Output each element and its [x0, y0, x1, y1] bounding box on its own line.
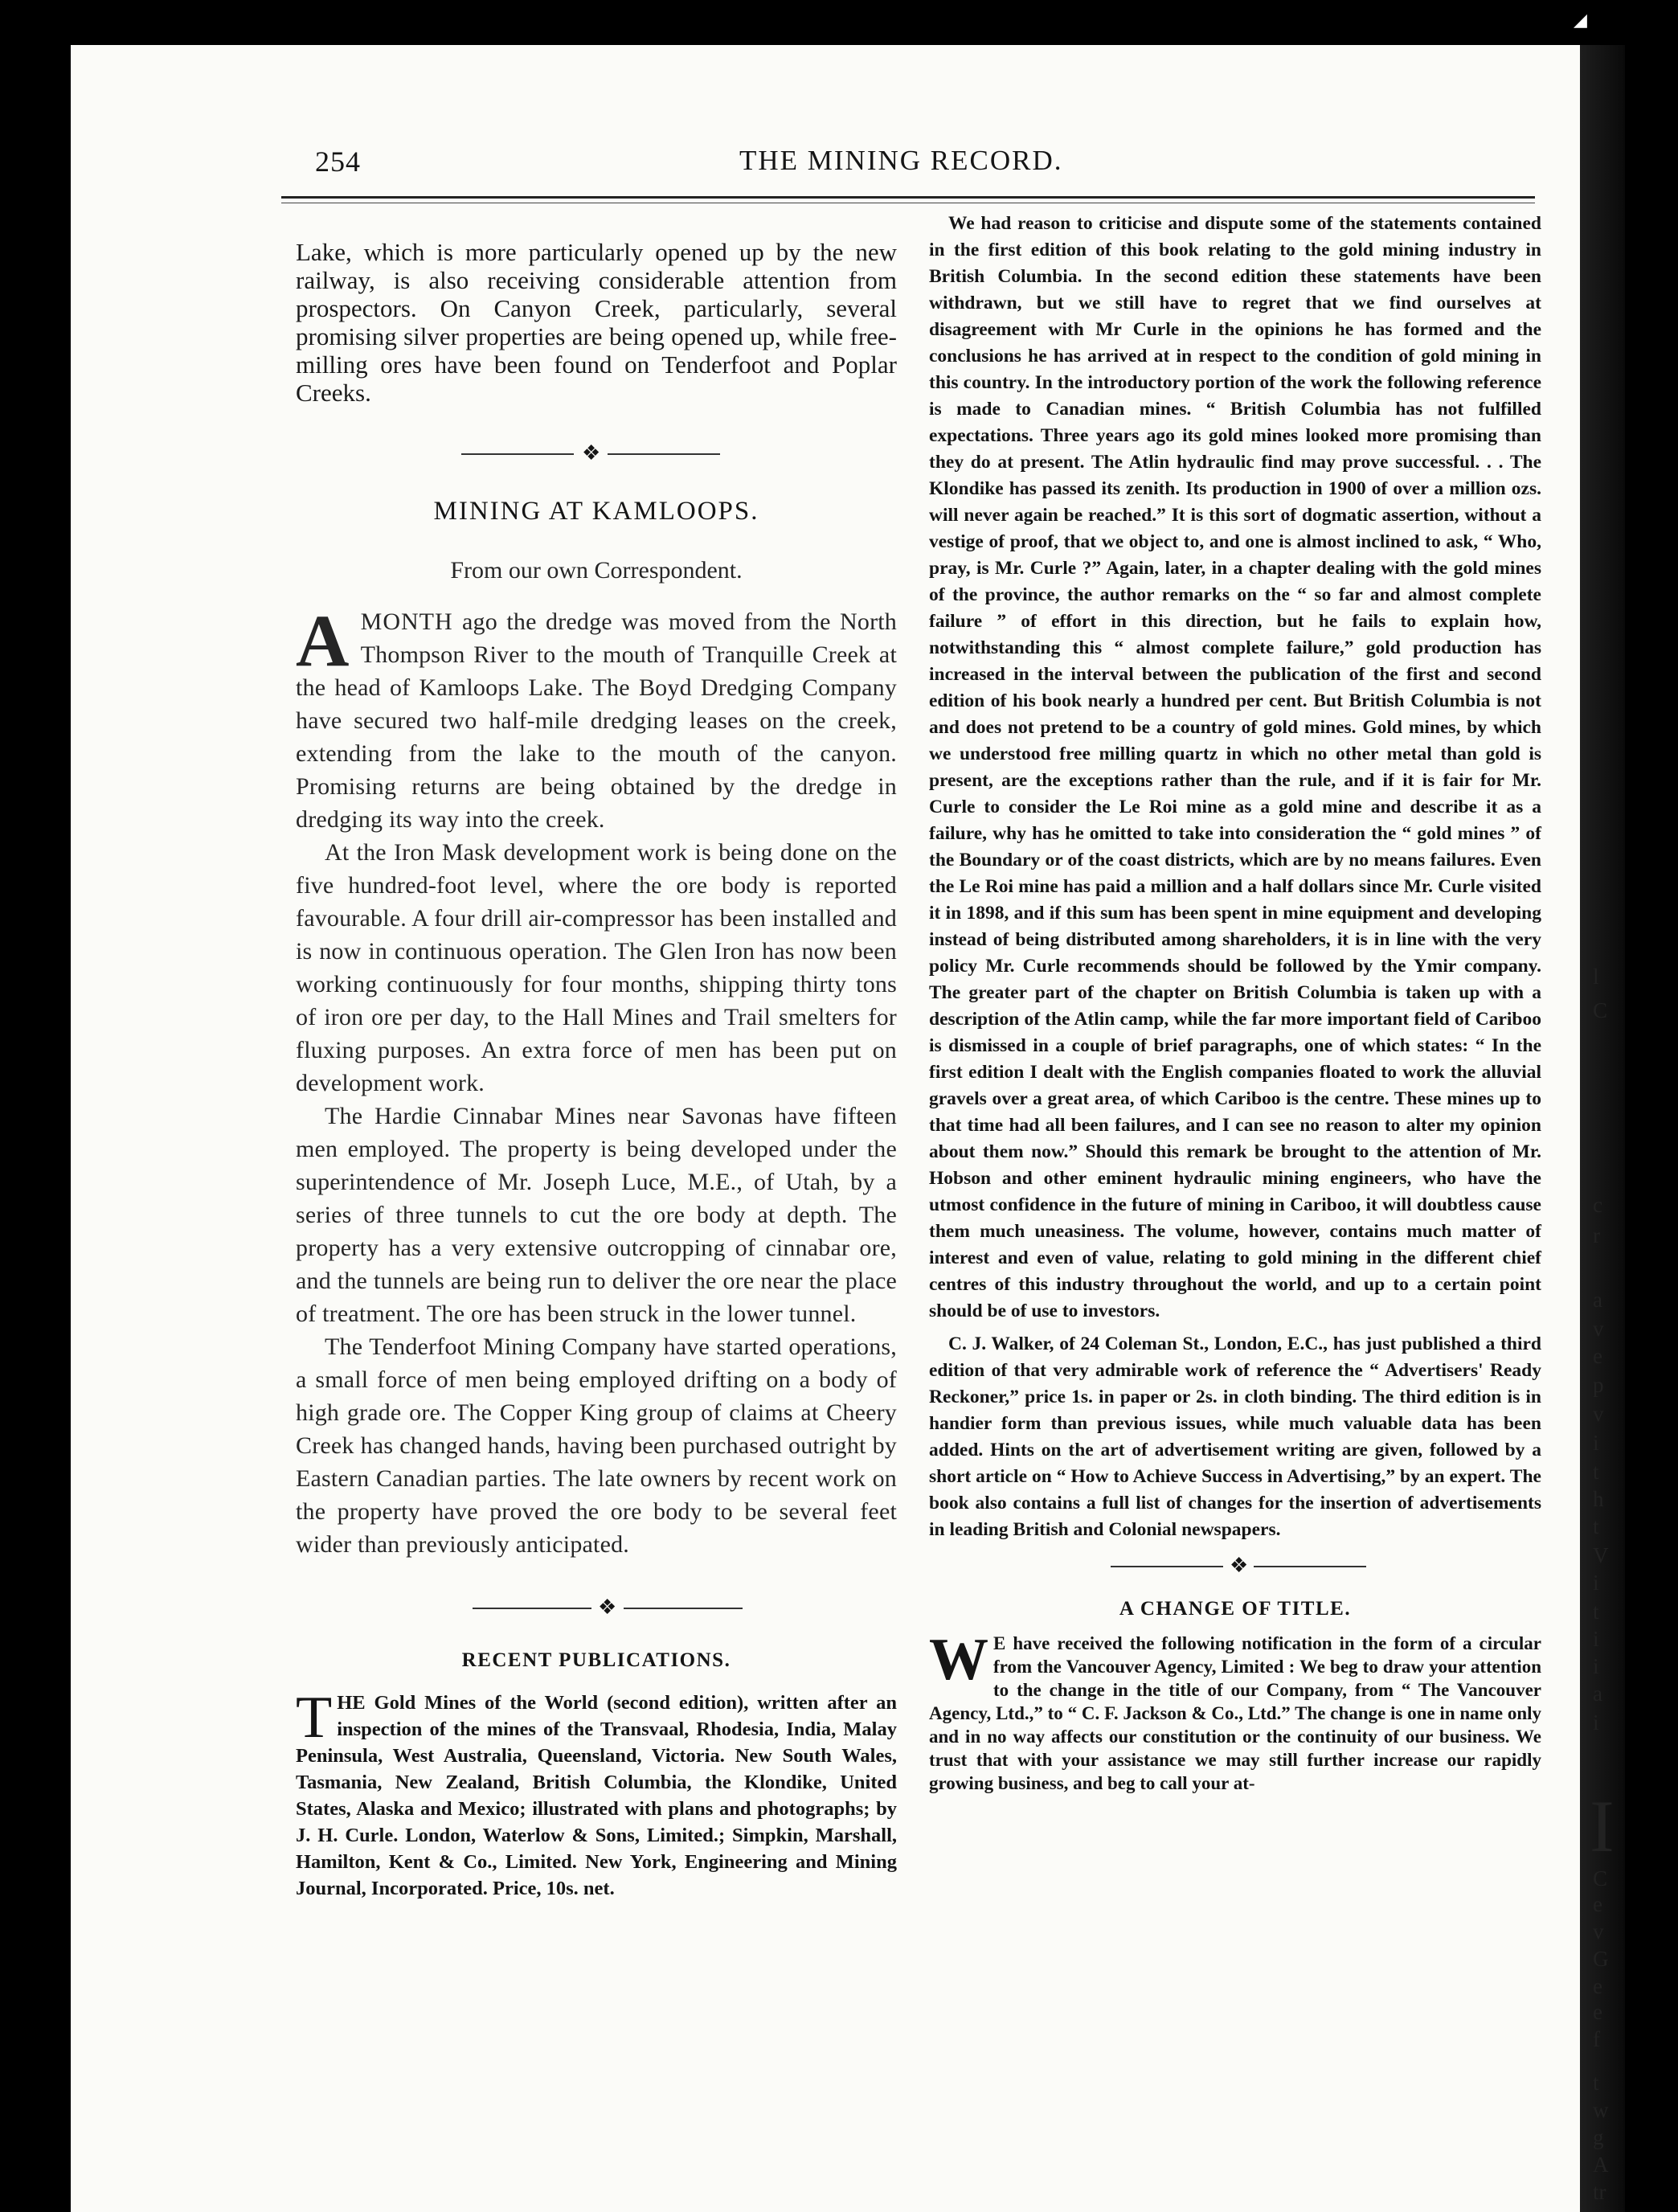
fragment: i	[1593, 1431, 1599, 1455]
kamloops-heading: MINING AT KAMLOOPS.	[433, 497, 759, 526]
fragment: V	[1593, 1543, 1609, 1567]
fragment: tr	[1593, 2180, 1606, 2204]
fragment: p	[1593, 1373, 1604, 1397]
fragment: t	[1593, 2071, 1599, 2095]
paragraph-text: Gold Mines of the World (second edition), written after an inspection of the mines of the Transvaal, Rhodesia, India, Malay Peninsula, West Australia, Queensland, Victoria. New South Wales, Tasmania, New Zealand, British Columbia, the Klondike, United States, Alaska and Mexico; illustrated with plans and photographs; by J. H. Curle. London, Waterlow & Sons, Limited.; Simpkin, Marshall, Hamilton, Kent & Co., Limited. New York, Engineering and Mining Journal, Incorporated. Price, 10s. net.	[296, 1692, 897, 1899]
page-number: 254	[315, 145, 361, 178]
kamloops-paragraph-1	[296, 600, 897, 836]
change-of-title-paragraph	[929, 1627, 1541, 1795]
kamloops-article	[296, 600, 897, 1561]
fragment: e	[1593, 2000, 1602, 2024]
fragment: w	[1593, 2098, 1609, 2122]
paragraph-text: have received the following notification in the form of a circular from the Vancouver Agency, Limited : We beg to draw your attention to the change in the title of our Company, from “ The Vancouver Agency, Ltd.,” to “ C. F. Jackson & Co., Ltd.” The change is one in name only and in no way affects our constitution or the continuity of our business. We trust that with your assistance we may still further increase our rapidly growing business, and beg to call your at-	[929, 1633, 1541, 1793]
lead-caps: E	[993, 1633, 1006, 1653]
fragment: i	[1593, 1627, 1599, 1651]
adjacent-page-fragments	[1586, 145, 1615, 2204]
right-column	[929, 211, 1541, 1795]
drop-cap: T	[296, 1685, 333, 1751]
fragment: r	[1593, 1223, 1600, 1247]
review-paragraph: We had reason to criticise and dispute some of the statements contained in the first edition of this book relating to the gold mining industry in British Columbia. In the second edition these statements have been withdrawn, but we still have to regret that we find ourselves at disagreement with Mr Curle in the opinions he has formed and the conclusions he has arrived at in respect to the condition of gold mining in this country. In the introductory portion of the work the following reference is made to Canadian mines. “ British Columbia has not fulfilled expectations. Three years ago its gold mines looked more promising than they do at present. The Atlin hydraulic find may prove successful. . . The Klondike has passed its zenith. Its production in 1900 of over a million ozs. will never again be reached.” It is this sort of dogmatic assertion, without a vestige of proof, that we object to, and one is almost inclined to ask, “ Who, pray, is Mr. Curle ?” Again, later, in a chapter dealing with the gold mines of the province, the author remarks on the “ so far and almost complete failure ” of effort in this direction, but he fails to explain how, notwithstanding this “ almost complete failure,” gold production has increased in the interval between the publication of the first and second edition of his book nearly a hundred per cent. But British Columbia is not and does not pretend to be a country of gold mines. Gold mines, by which we understood free milling quartz in which no other metal than gold is present, are the exceptions rather than the rule, and if it is fair for Mr. Curle to consider the Le Roi mine as a gold mine and describe it as a failure, why has he omitted to take into consideration the “ gold mines ” of the Boundary or of the coast districts, which are by no means failures. Even the Le Roi mine has paid a million and a half dollars since Mr. Curle visited it in 1898, and if this sum has been spent in mine equipment and developing instead of being distributed among shareholders, it is in line with the very policy Mr. Curle recommends should be followed by the Ymir company. The greater part of the chapter on British Columbia is taken up with a description of the Atlin camp, while the far more important field of Cariboo is dismissed in a couple of brief paragraphs, one of which states: “ In the first edition I dealt with the English companies floated to work the alluvial gravels over a great area, of which Cariboo is the centre. These mines up to that time had all been failures, and I can see no reason to alter my opinion about them now.” Should this remark be brought to the attention of Mr. Hobson and other eminent hydraulic mining engineers, who have the utmost confidence in the future of mining in Cariboo, it will doubtless cause them much uneasiness. The volume, however, contains much matter of interest and even of value, relating to gold mining in the different chief centres of this industry throughout the world, and up to a certain point should be of use to investors.	[929, 213, 1541, 1321]
header-rule-thick	[281, 196, 1535, 199]
section-divider: ❖	[296, 442, 897, 466]
paragraph-text: ago the dredge was moved from the North Thompson River to the mouth of Tranquille Creek at the head of Kamloops Lake. The Boyd Dredging Company have secured two half-mile dredging leases on the creek, extending from the lake to the mouth of the canyon. Promising returns are being obtained by the dredge in dredging its way into the creek.	[296, 608, 897, 833]
fragment: G	[1593, 1947, 1609, 1971]
fragment: h	[1593, 1487, 1604, 1511]
fragment: e	[1593, 1344, 1602, 1368]
continued-paragraph: Lake, which is more particularly opened up by the new railway, is also receiving considerable attention from prospectors. On Canyon Creek, particularly, several promising silver properties are being opened up, while free-milling ores have been found on Tenderfoot and Poplar Creeks.	[296, 238, 897, 407]
kamloops-paragraph-4: The Tenderfoot Mining Company have started operations, a small force of men being employed drifting on a body of high grade ore. The Copper King group of claims at Cheery Creek has changed hands, having been purchased outright by Eastern Canadian parties. The late owners by recent work on the property have proved the ore body to be several feet wider than previously anticipated.	[296, 1333, 897, 1558]
fragment: c	[1593, 1193, 1602, 1217]
kamloops-paragraph-2: At the Iron Mask development work is being done on the five hundred-foot level, where the ore body is reported favourable. A four drill air-compressor has been installed and is now in continuous operation. The Glen Iron has now been working continuously for four months, shipping thirty tons of iron ore per day, to the Hall Mines and Trail smelters for fluxing purposes. An extra force of men has been put on development work.	[296, 839, 897, 1096]
fragment: i	[1593, 1710, 1599, 1735]
section-divider: ❖	[929, 1555, 1541, 1579]
section-divider: ❖	[296, 1596, 897, 1620]
fragment: l	[1593, 965, 1599, 989]
fragment: e	[1593, 1892, 1602, 1916]
kamloops-byline: From our own Correspondent.	[450, 557, 743, 584]
drop-cap: A	[296, 600, 350, 682]
walker-paragraph: C. J. Walker, of 24 Coleman St., London, E.C., has just published a third edition of that very admirable work of reference the “ Advertisers' Ready Reckoner,” price 1s. in paper or 2s. in cloth binding. The third edition is in handier form than previous issues, while much valuable data has been added. Hints on the art of advertisement writing are given, followed by a short article on “ How to Achieve Success in Advertising,” by an expert. The book also contains a full list of changes for the insertion of advertisements in leading British and Colonial newspapers.	[929, 1333, 1541, 1540]
fragment: i	[1593, 1571, 1599, 1595]
fragment: t	[1593, 1514, 1599, 1538]
fragment: e	[1593, 1974, 1602, 1998]
running-title: THE MINING RECORD.	[739, 145, 1063, 176]
fragment: a	[1593, 1682, 1602, 1706]
publications-heading: RECENT PUBLICATIONS.	[461, 1649, 731, 1671]
fragment: t	[1593, 1600, 1599, 1624]
fragment: f	[1593, 2027, 1600, 2051]
fragment: C	[1593, 998, 1608, 1022]
fragment: t	[1593, 1460, 1599, 1484]
fragment: A	[1593, 2153, 1609, 2177]
fragment: a	[1593, 1288, 1602, 1312]
lead-caps: MONTH	[360, 608, 453, 635]
drop-cap: W	[929, 1627, 988, 1693]
lead-caps: HE	[337, 1692, 366, 1714]
fragment: v	[1593, 1919, 1604, 1944]
fragment: v	[1593, 1402, 1604, 1426]
kamloops-paragraph-3: The Hardie Cinnabar Mines near Savonas have fifteen men employed. The property is being developed under the superintendence of Mr. Joseph Luce, M.E., of Utah, by a series of three tunnels to cut the ore body at depth. The property has a very extensive outcropping of cinnabar ore, and the tunnels are being run to deliver the ore near the place of treatment. The ore has been struck in the lower tunnel.	[296, 1103, 897, 1327]
left-column	[296, 238, 897, 1902]
fragment-large: I	[1590, 1785, 1615, 1867]
fragment: i	[1593, 1654, 1599, 1678]
fragment: v	[1593, 1317, 1604, 1341]
fragment: C	[1593, 1866, 1608, 1890]
change-of-title-heading: A CHANGE OF TITLE.	[1119, 1598, 1352, 1620]
fragment: g	[1593, 2125, 1604, 2149]
scan-corner-mark: ◢	[1574, 10, 1587, 30]
publications-paragraph	[296, 1685, 897, 1902]
